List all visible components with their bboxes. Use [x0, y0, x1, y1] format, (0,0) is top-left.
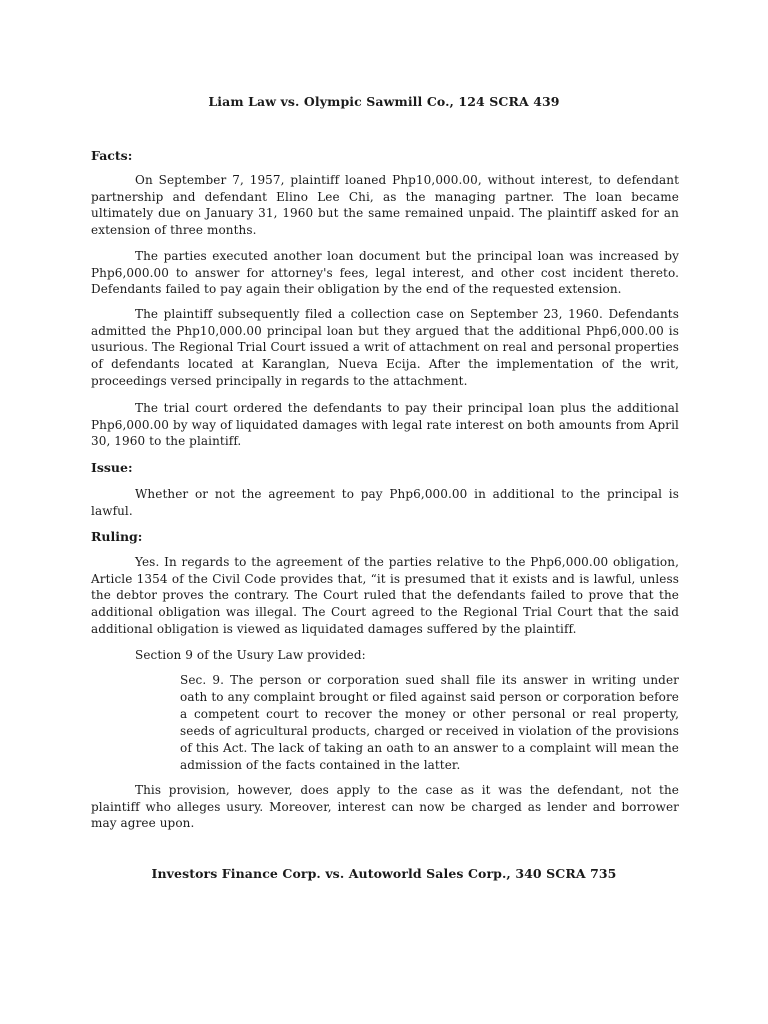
facts-paragraph-3: The plaintiff subsequently filed a collection case on September 23, 1960. Defendants admitted the Php10,000.00 principal loan but they argued that the additional Php6,000.00 is usurious. The Regional Trial Court issued a writ of attachment on real and personal properties of defendants located at Karanglan, Nueva Ecija. After the implementation of the writ, proceedings versed principally in regards to the attachment.: [91, 307, 679, 388]
ruling-paragraph: Yes. In regards to the agreement of the parties relative to the Php6,000.00 obligation, Article 1354 of the Civil Code provides that, “it is presumed that it exists and is lawful, unless the debtor proves the contrary. The Court ruled that the defendants failed to prove that the additional obligation was illegal. The Court agreed to the Regional Trial Court that the said additional obligation is viewed as liquidated damages suffered by the plaintiff.: [91, 555, 679, 636]
section-intro: Section 9 of the Usury Law provided:: [135, 648, 366, 662]
conclusion-paragraph: This provision, however, does apply to the case as it was the defendant, not the plaintiff who alleges usury. Moreover, interest can now be charged as lender and borrower may agree upon.: [91, 783, 679, 831]
issue-paragraph: Whether or not the agreement to pay Php6,000.00 in additional to the principal is lawful.: [91, 487, 679, 518]
case-title: Liam Law vs. Olympic Sawmill Co., 124 SCRA 439: [208, 94, 560, 109]
facts-paragraph-1: On September 7, 1957, plaintiff loaned Php10,000.00, without interest, to defendant partnership and defendant Elino Lee Chi, as the managing partner. The loan became ultimately due on January 31, 1960 but the same remained unpaid. The plaintiff asked for an extension of three months.: [91, 173, 679, 238]
next-case-title: Investors Finance Corp. vs. Autoworld Sales Corp., 340 SCRA 735: [151, 866, 617, 881]
facts-paragraph-2: The parties executed another loan document but the principal loan was increased by Php6,000.00 to answer for attorney's fees, legal interest, and other cost incident thereto. Defendants failed to pay again their obligation by the end of the requested extension.: [91, 249, 679, 297]
issue-heading: Issue:: [91, 460, 133, 475]
facts-paragraph-4: The trial court ordered the defendants to pay their principal loan plus the additional Php6,000.00 by way of liquidated damages with legal rate interest on both amounts from April 30, 1960 to the plaintiff.: [91, 401, 679, 449]
ruling-heading: Ruling:: [91, 529, 143, 544]
facts-heading: Facts:: [91, 148, 133, 163]
usury-law-quote: Sec. 9. The person or corporation sued shall file its answer in writing under oath to any complaint brought or filed against said person or corporation before a competent court to recover the money or other personal or real property, seeds of agricultural products, charged or received in violation of the provisions of this Act. The lack of taking an oath to an answer to a complaint will mean the admission of the facts contained in the latter.: [180, 673, 679, 773]
